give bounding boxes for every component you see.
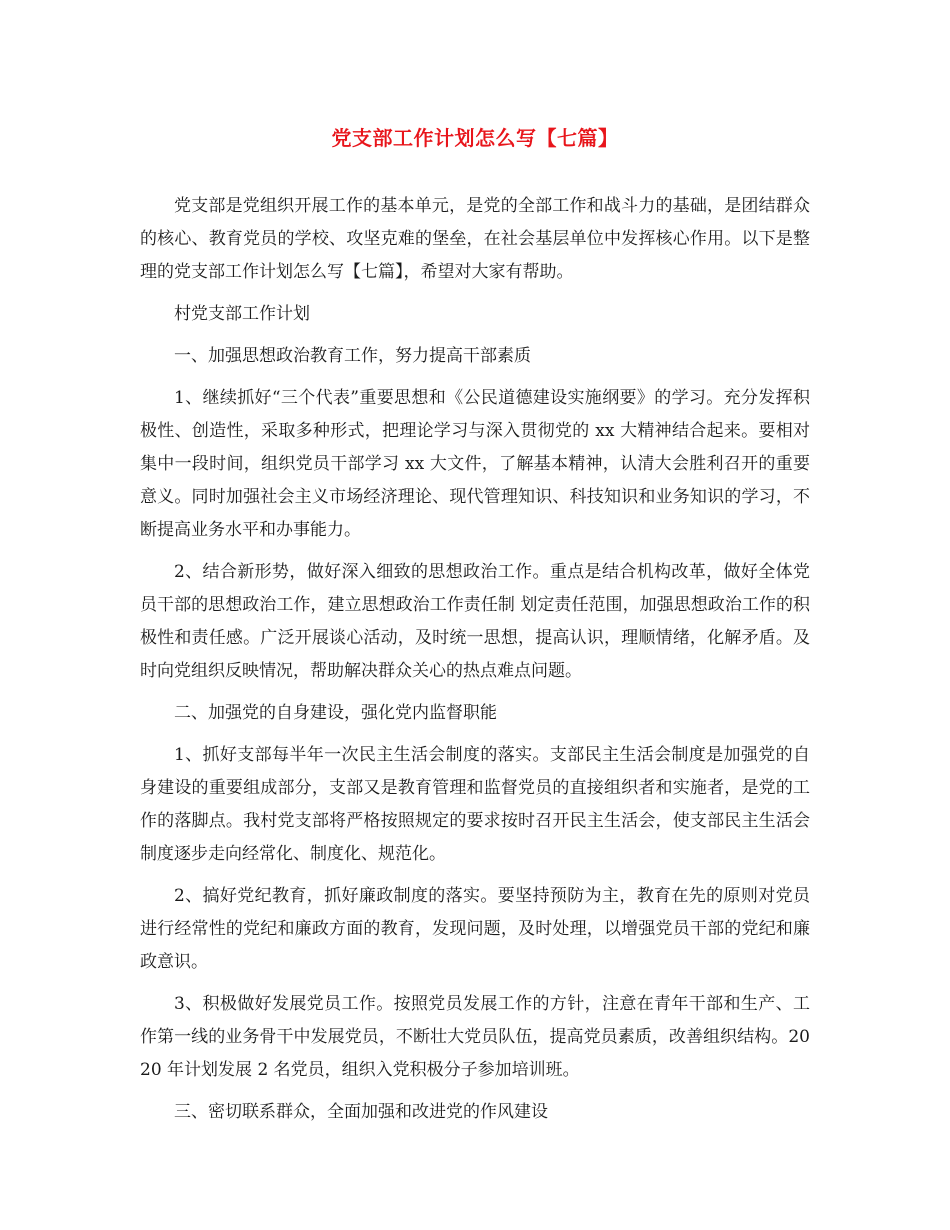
body-paragraph: 3、积极做好发展党员工作。按照党员发展工作的方针，注意在青年干部和生产、工作第一线的业务骨干中发展党员，不断壮大党员队伍，提高党员素质，改善组织结构。2020 年计划发展 2 名党员，组织入党积极分子参加培训班。 bbox=[140, 994, 810, 1080]
document-body bbox=[140, 190, 810, 1138]
body-paragraph: 1、继续抓好“三个代表”重要思想和《公民道德建设实施纲要》的学习。充分发挥积极性、创造性，采取多种形式，把理论学习与深入贯彻党的 xx 大精神结合起来。要相对集中一段时间，组织党员干部学习 xx 大文件，了解基本精神，认清大会胜利召开的重要意义。同时加强社会主义市场经济理论、现代管理知识、科技知识和业务知识的学习，不断提高业务水平和办事能力。 bbox=[140, 388, 810, 540]
body-paragraph: 2、结合新形势，做好深入细致的思想政治工作。重点是结合机构改革，做好全体党员干部的思想政治工作，建立思想政治工作责任制 划定责任范围，加强思想政治工作的积极性和责任感。广泛开展谈心活动，及时统一思想，提高认识，理顺情绪，化解矛盾。及时向党组织反映情况，帮助解决群众关心的热点难点问题。 bbox=[140, 562, 810, 681]
body-paragraph: 2、搞好党纪教育，抓好廉政制度的落实。要坚持预防为主，教育在先的原则对党员进行经常性的党纪和廉政方面的教育，发现问题，及时处理，以增强党员干部的党纪和廉政意识。 bbox=[140, 886, 810, 972]
section-heading: 一、加强思想政治教育工作，努力提高干部素质 bbox=[174, 346, 531, 366]
intro-paragraph: 党支部是党组织开展工作的基本单元，是党的全部工作和战斗力的基础，是团结群众的核心、教育党员的学校、攻坚克难的堡垒，在社会基层单位中发挥核心作用。以下是整理的党支部工作计划怎么写【七篇】，希望对大家有帮助。 bbox=[140, 196, 810, 282]
section-heading: 三、密切联系群众，全面加强和改进党的作风建设 bbox=[174, 1102, 548, 1122]
document-title: 党支部工作计划怎么写【七篇】 bbox=[331, 126, 619, 150]
body-paragraph: 1、抓好支部每半年一次民主生活会制度的落实。支部民主生活会制度是加强党的自身建设的重要组成部分，支部又是教育管理和监督党员的直接组织者和实施者，是党的工作的落脚点。我村党支部将严格按照规定的要求按时召开民主生活会，使支部民主生活会制度逐步走向经常化、制度化、规范化。 bbox=[140, 745, 810, 864]
section-heading: 二、加强党的自身建设，强化党内监督职能 bbox=[174, 703, 497, 723]
section-heading: 村党支部工作计划 bbox=[174, 304, 310, 324]
